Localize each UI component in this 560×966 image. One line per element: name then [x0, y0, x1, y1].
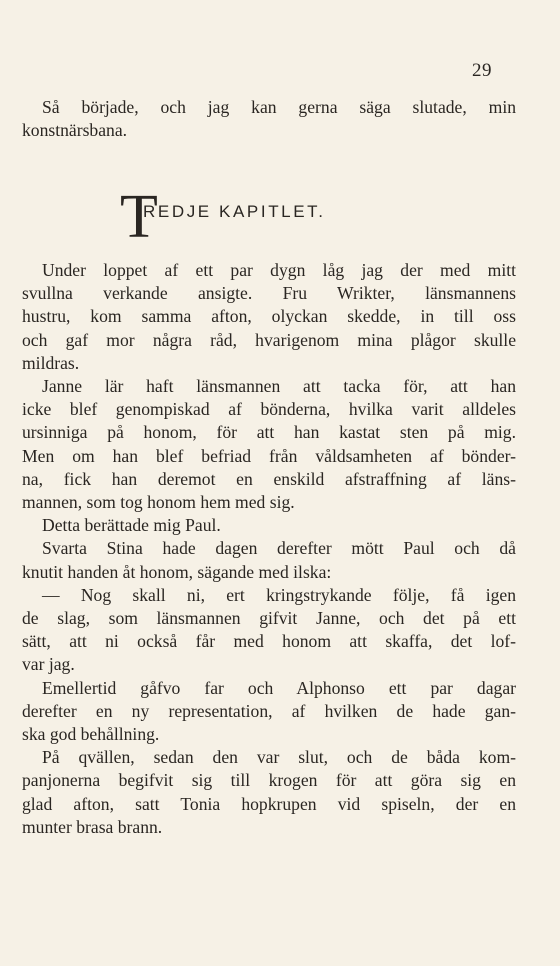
text-line: Men om han blef befriad från våldsamheten af bönder- [22, 445, 516, 466]
text-line: Janne lär haft länsmannen att tacka för, att han [42, 376, 516, 397]
page-number: 29 [472, 60, 492, 81]
text-line: ursinniga på honom, för att han kastat sten på mig. [22, 422, 516, 443]
chapter-dropcap: T [120, 183, 158, 251]
chapter-body [22, 259, 516, 839]
chapter-title: REDJE KAPITLET. [143, 202, 326, 221]
text-line: var jag. [22, 654, 75, 675]
text-line: mannen, som tog honom hem med sig. [22, 492, 295, 513]
text-line: Svarta Stina hade dagen derefter mött Paul och då [42, 538, 516, 559]
text-line: svullna verkande ansigte. Fru Wrikter, länsmannens [22, 283, 516, 304]
text-line: Så började, och jag kan gerna säga slutade, min [42, 97, 516, 117]
text-line: derefter en ny representation, af hvilken de hade gan- [22, 700, 516, 721]
text-line: icke blef genompiskad af bönderna, hvilka varit alldeles [22, 399, 516, 420]
text-line: de slag, som länsmannen gifvit Janne, och det på ett [22, 608, 516, 629]
text-line: glad afton, satt Tonia hopkrupen vid spiseln, der en [22, 793, 516, 814]
intro-paragraph [22, 96, 516, 142]
text-line: munter brasa brann. [22, 816, 163, 837]
text-line: ska god behållning. [22, 724, 160, 745]
text-line: och gaf mor några råd, hvarigenom mina plågor skulle [22, 329, 516, 350]
text-line: Emellertid gåfvo far och Alphonso ett par dagar [42, 677, 516, 698]
text-line: Under loppet af ett par dygn låg jag der med mitt [42, 260, 516, 280]
text-line: knutit handen åt honom, sägande med ilska: [22, 561, 332, 582]
text-line: sätt, att ni också får med honom att skaffa, det lof- [22, 631, 516, 652]
text-line: konstnärsbana. [22, 120, 128, 141]
text-line: mildras. [22, 352, 80, 373]
text-line: panjonerna begifvit sig till krogen för att göra sig en [22, 770, 516, 791]
text-line: Detta berättade mig Paul. [42, 515, 221, 536]
text-line: na, fick han deremot en enskild afstraffning af läns- [22, 468, 516, 489]
text-line: hustru, kom samma afton, olyckan skedde, in till oss [22, 306, 516, 327]
text-line: På qvällen, sedan den var slut, och de båda kom- [42, 747, 516, 768]
text-line: — Nog skall ni, ert kringstrykande följe, få igen [42, 584, 516, 605]
